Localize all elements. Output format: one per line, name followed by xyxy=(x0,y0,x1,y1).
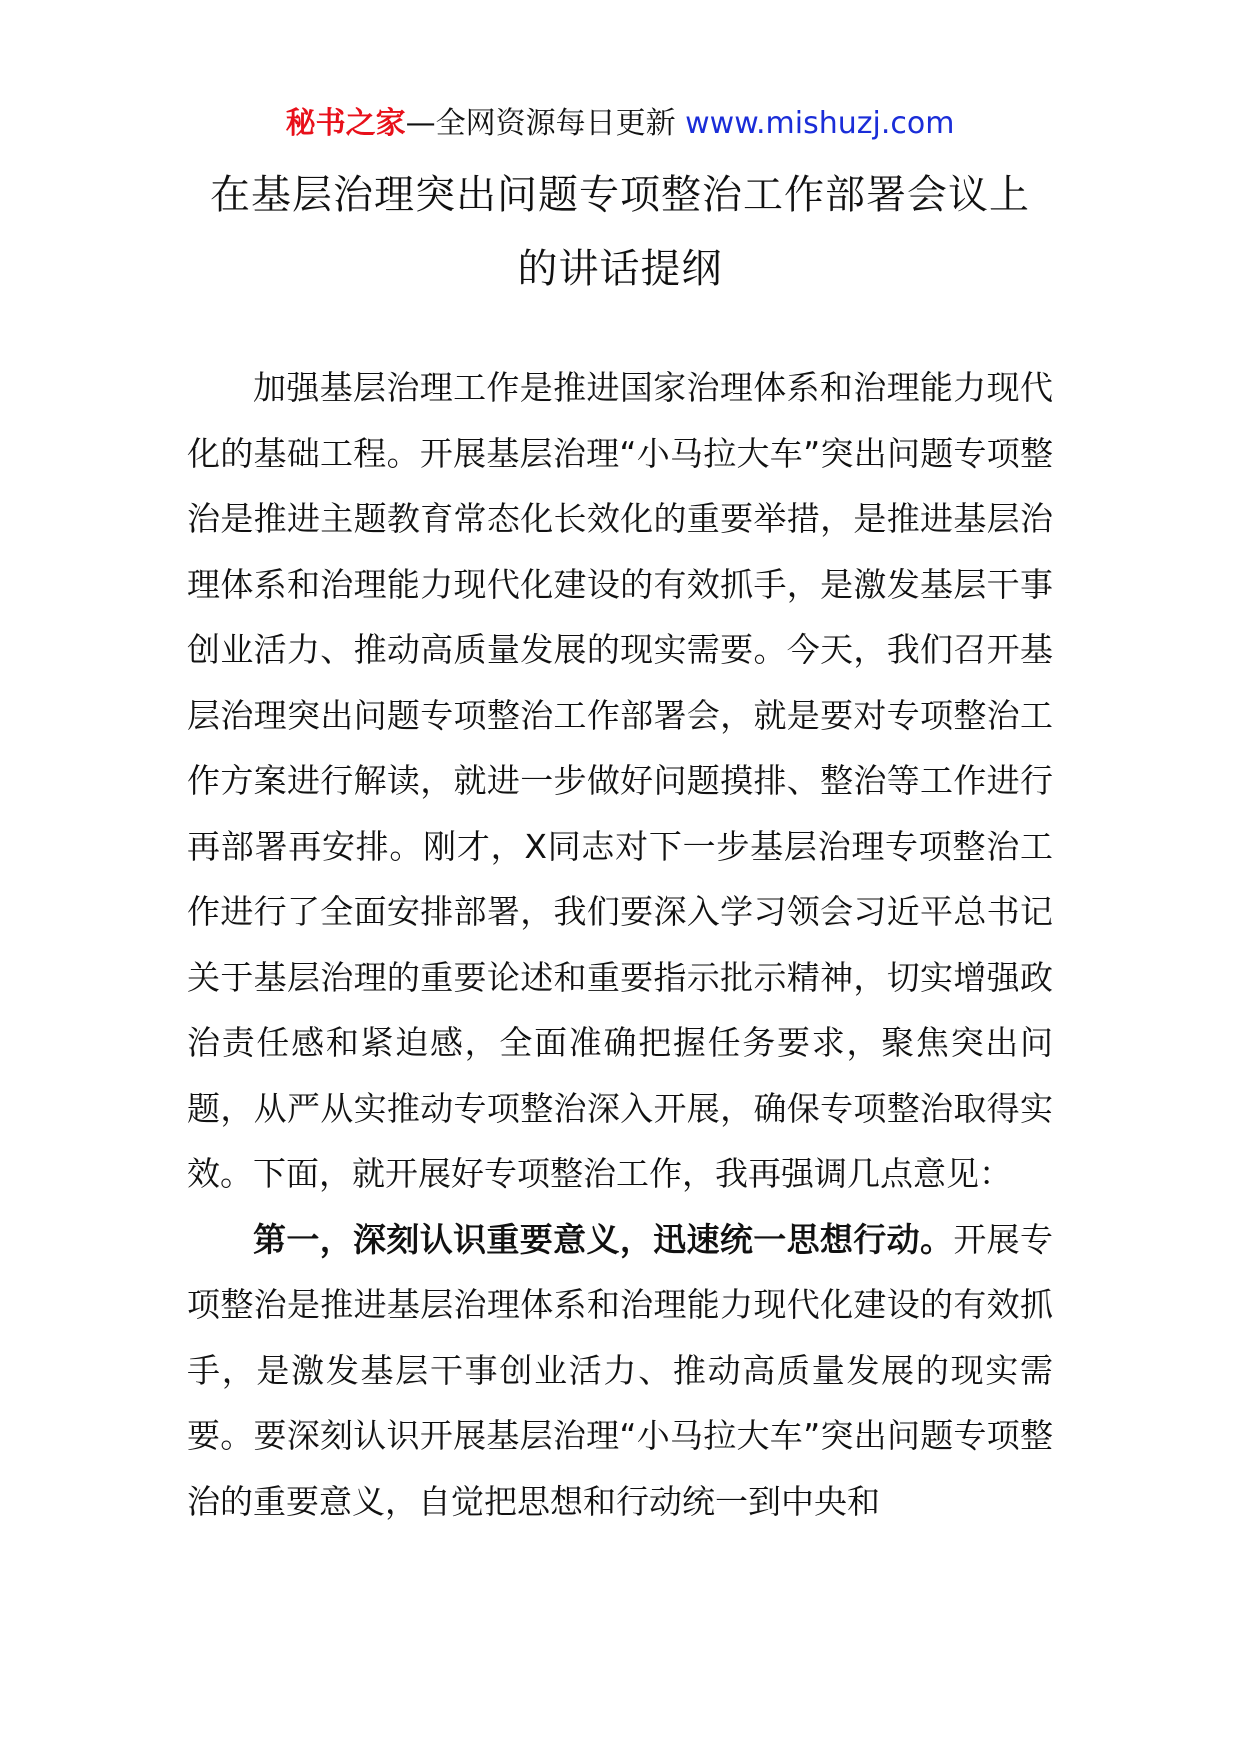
title-line-2: 的讲话提纲 xyxy=(517,246,723,292)
site-url-link[interactable]: www.mishuzj.com xyxy=(685,106,955,141)
site-header xyxy=(0,100,1240,148)
paragraph-intro: 加强基层治理工作是推进国家治理体系和治理能力现代化的基础工程。开展基层治理“小马拉大车”突出问题专项整治是推进主题教育常态化长效化的重要举措，是推进基层治理体系和治理能力现代化建设的有效抓手，是激发基层干事创业活力、推动高质量发展的现实需要。今天，我们召开基层治理突出问题专项整治工作部署会，就是要对专项整治工作方案进行解读，就进一步做好问题摸排、整治等工作进行再部署再安排。刚才，X同志对下一步基层治理专项整治工作进行了全面安排部署，我们要深入学习领会习近平总书记关于基层治理的重要论述和重要指示批示精神，切实增强政治责任感和紧迫感，全面准确把握任务要求，聚焦突出问题，从严从实推动专项整治深入开展，确保专项整治取得实效。下面，就开展好专项整治工作，我再强调几点意见： xyxy=(187,368,1053,1193)
first-point-body: 开展专项整治是推进基层治理体系和治理能力现代化建设的有效抓手，是激发基层干事创业活力、推动高质量发展的现实需要。要深刻认识开展基层治理“小马拉大车”突出问题专项整治的重要意义，自觉把思想和行动统一到中央和 xyxy=(187,1219,1054,1521)
first-point-heading: 第一，深刻认识重要意义，迅速统一思想行动。 xyxy=(253,1219,954,1259)
title-line-1: 在基层治理突出问题专项整治工作部署会议上 xyxy=(210,172,1030,218)
paragraph-first-point xyxy=(187,1207,1053,1535)
document-title xyxy=(180,158,1060,306)
document-body xyxy=(187,355,1053,1534)
brand-name: 秘书之家 xyxy=(285,106,406,141)
header-tagline: —全网资源每日更新 xyxy=(405,106,676,141)
